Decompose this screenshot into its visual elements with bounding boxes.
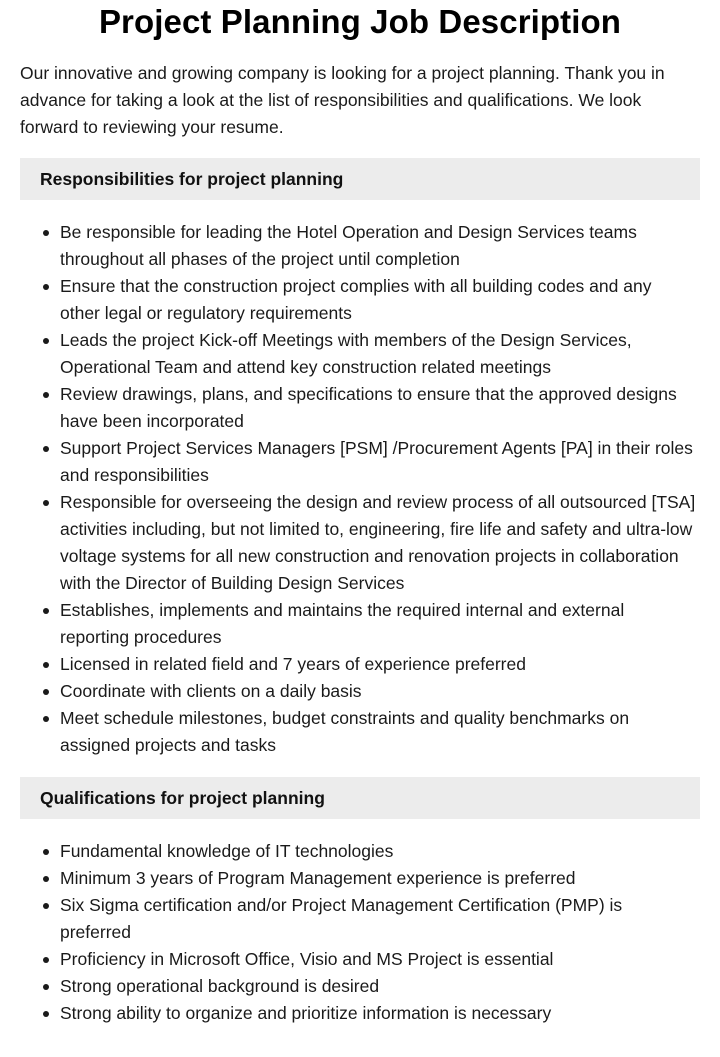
bullet-icon — [43, 849, 49, 855]
list-item-text: Meet schedule milestones, budget constraints and quality benchmarks on assigned projects and tasks — [60, 708, 630, 755]
list-item — [60, 1000, 700, 1027]
bullet-icon — [43, 446, 49, 452]
list-item-text: Licensed in related field and 7 years of experience preferred — [60, 654, 526, 674]
bullet-icon — [43, 392, 49, 398]
bullet-icon — [43, 716, 49, 722]
list-item-text: Be responsible for leading the Hotel Operation and Design Services teams throughout all phases of the project until completion — [60, 222, 637, 269]
list-item — [60, 865, 700, 892]
bullet-icon — [43, 284, 49, 290]
list-item-text: Strong ability to organize and prioritize information is necessary — [60, 1003, 552, 1023]
list-item — [60, 705, 700, 759]
bullet-icon — [43, 1011, 49, 1017]
list-item — [60, 838, 700, 865]
list-item-text: Fundamental knowledge of IT technologies — [60, 841, 394, 861]
list-item — [60, 892, 700, 946]
list-item-text: Leads the project Kick-off Meetings with members of the Design Services, Operational Team and attend key construction related meetings — [60, 330, 632, 377]
list-item-text: Responsible for overseeing the design and review process of all outsourced [TSA] activities including, but not limited to, engineering, fire life and safety and ultra-low voltage systems for all new construction and renovation projects in collaboration with the Director of Building Design Services — [60, 492, 696, 593]
bullet-icon — [43, 662, 49, 668]
list-item-text: Establishes, implements and maintains the required internal and external reporting procedures — [60, 600, 625, 647]
list-item — [60, 973, 700, 1000]
responsibilities-list — [20, 219, 700, 759]
list-item-text: Review drawings, plans, and specifications to ensure that the approved designs have been incorporated — [60, 384, 677, 431]
list-item — [60, 597, 700, 651]
list-item-text: Proficiency in Microsoft Office, Visio and MS Project is essential — [60, 949, 554, 969]
bullet-icon — [43, 608, 49, 614]
list-item-text: Support Project Services Managers [PSM] /Procurement Agents [PA] in their roles and responsibilities — [60, 438, 693, 485]
list-item — [60, 489, 700, 597]
bullet-icon — [43, 957, 49, 963]
list-item — [60, 435, 700, 489]
responsibilities-heading: Responsibilities for project planning — [20, 158, 700, 200]
page-title: Project Planning Job Description — [98, 3, 622, 40]
bullet-icon — [43, 500, 49, 506]
qualifications-heading: Qualifications for project planning — [20, 777, 700, 819]
list-item — [60, 678, 700, 705]
bullet-icon — [43, 984, 49, 990]
list-item — [60, 946, 700, 973]
list-item-text: Strong operational background is desired — [60, 976, 380, 996]
list-item — [60, 219, 700, 273]
list-item-text: Ensure that the construction project complies with all building codes and any other legal or regulatory requirements — [60, 276, 652, 323]
list-item-text: Six Sigma certification and/or Project Management Certification (PMP) is preferred — [60, 895, 623, 942]
list-item — [60, 327, 700, 381]
list-item — [60, 651, 700, 678]
bullet-icon — [43, 338, 49, 344]
intro-paragraph: Our innovative and growing company is looking for a project planning. Thank you in advance for taking a look at the list of responsibilities and qualifications. We look forward to reviewing your resume. — [20, 63, 665, 137]
qualifications-list — [20, 838, 700, 1027]
bullet-icon — [43, 903, 49, 909]
list-item-text: Coordinate with clients on a daily basis — [60, 681, 362, 701]
bullet-icon — [43, 230, 49, 236]
bullet-icon — [43, 876, 49, 882]
list-item-text: Minimum 3 years of Program Management experience is preferred — [60, 868, 576, 888]
list-item — [60, 381, 700, 435]
list-item — [60, 273, 700, 327]
bullet-icon — [43, 689, 49, 695]
